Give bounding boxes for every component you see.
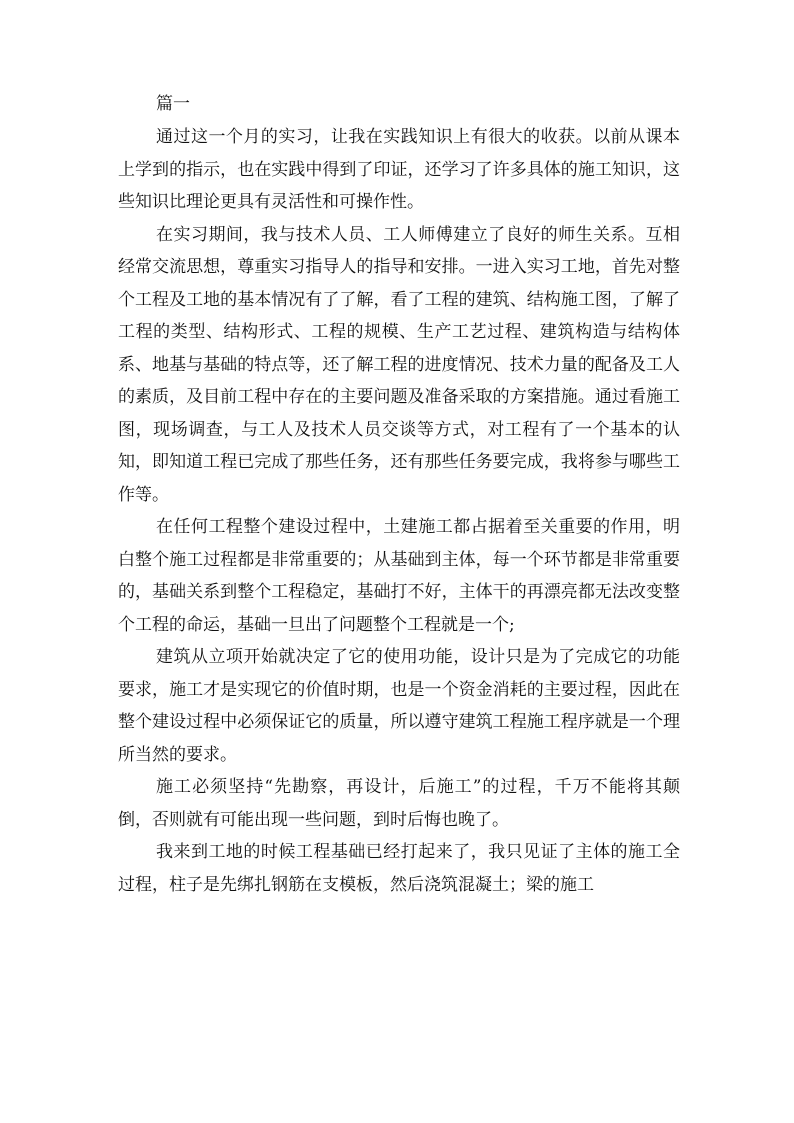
paragraph: 在任何工程整个建设过程中，土建施工都占据着至关重要的作用，明白整个施工过程都是非常重要的；从基础到主体，每一个环节都是非常重要的，基础关系到整个工程稳定，基础打不好，主体干的再漂亮都无法改变整个工程的命运，基础一旦出了问题整个工程就是一个; bbox=[118, 517, 680, 635]
paragraph: 施工必须坚持“先勘察，再设计，后施工”的过程，千万不能将其颠倒，否则就有可能出现一些问题，到时后悔也晚了。 bbox=[118, 777, 680, 830]
paragraph: 通过这一个月的实习，让我在实践知识上有很大的收获。以前从课本上学到的指示，也在实践中得到了印证，还学习了许多具体的施工知识，这些知识比理论更具有灵活性和可操作性。 bbox=[118, 127, 680, 212]
paragraph: 我来到工地的时候工程基础已经打起来了，我只见证了主体的施工全过程，柱子是先绑扎钢筋在支模板，然后浇筑混凝土；梁的施工 bbox=[118, 842, 680, 895]
paragraph: 建筑从立项开始就决定了它的使用功能，设计只是为了完成它的功能要求，施工才是实现它的价值时期，也是一个资金消耗的主要过程，因此在整个建设过程中必须保证它的质量，所以遵守建筑工程施工程序就是一个理所当然的要求。 bbox=[118, 647, 680, 765]
paragraph: 在实习期间，我与技术人员、工人师傅建立了良好的师生关系。互相经常交流思想，尊重实习指导人的指导和安排。一进入实习工地，首先对整个工程及工地的基本情况有了了解，看了工程的建筑、结构施工图，了解了工程的类型、结构形式、工程的规模、生产工艺过程、建筑构造与结构体系、地基与基础的特点等，还了解工程的进度情况、技术力量的配备及工人的素质，及目前工程中存在的主要问题及准备采取的方案措施。通过看施工图，现场调查，与工人及技术人员交谈等方式，对工程有了一个基本的认知，即知道工程已完成了那些任务，还有那些任务要完成，我将参与哪些工作等。 bbox=[118, 224, 680, 505]
document-body bbox=[118, 88, 680, 901]
section-heading: 篇一 bbox=[156, 94, 190, 114]
